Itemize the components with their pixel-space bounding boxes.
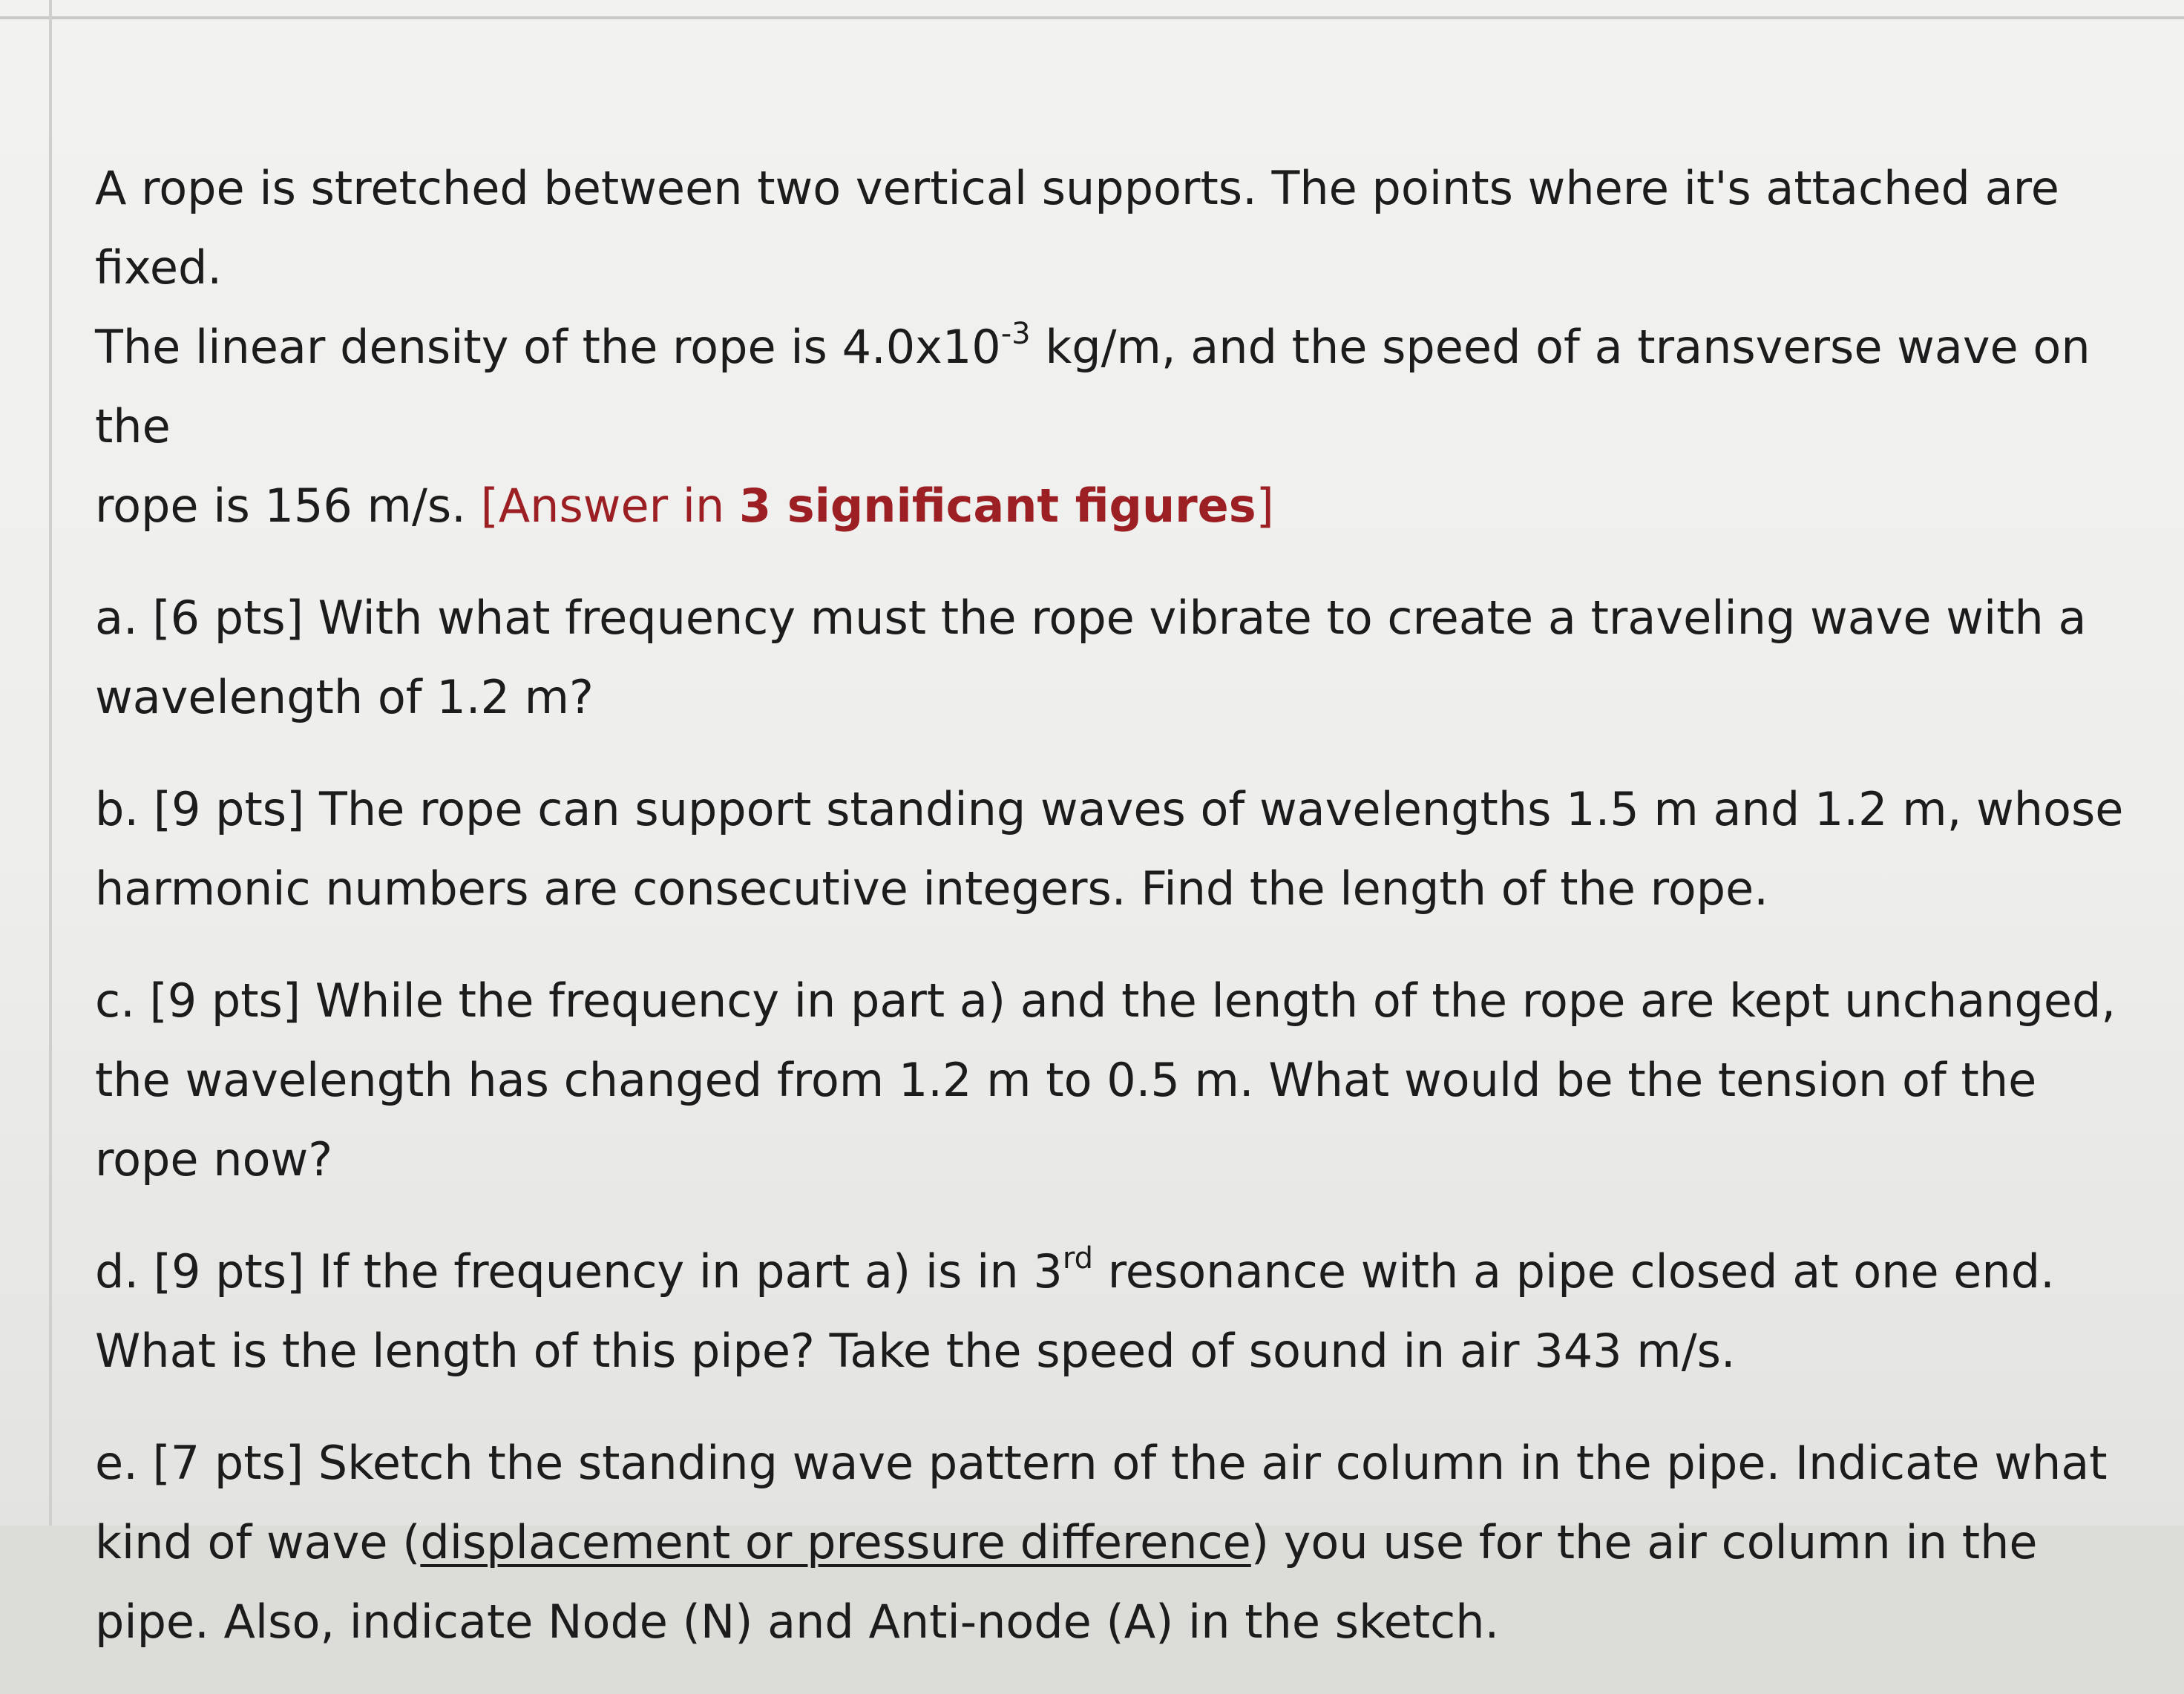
question-d [95,1232,2143,1391]
question-b: b. [9 pts] The rope can support standing waves of wavelengths 1.5 m and 1.2 m, whose harmonic numbers are consecutive integers. Find the length of the rope. [95,782,2124,916]
intro-line-2-start: The linear density of the rope is [95,320,842,374]
intro-line-1: A rope is stretched between two vertical supports. The points where it's attached are fixed. [95,161,2059,295]
question-d-superscript: rd [1062,1241,1093,1276]
question-e-underlined: displacement or pressure difference [420,1515,1251,1569]
answer-instruction [481,479,1274,533]
top-border-line [0,16,2184,19]
question-c: c. [9 pts] While the frequency in part a) and the length of the rope are kept unchanged, the wavelength has changed from 1.2 m to 0.5 m. What would be the tension of the rope now? [95,974,2116,1186]
answer-open: [Answer in [480,479,740,533]
question-e-start: e. [7 pts] Sketch the standing wave pattern of the air column in the pipe. Indicate what kind of wave ( [95,1436,2108,1569]
intro-line-3: rope is 156 m/s. [95,479,481,533]
question-e-end: ) you use for the air column in the pipe. Also, indicate Node (N) and Anti-node (A) in the sketch. [95,1515,2038,1649]
question-e [95,1423,2143,1661]
intro-line-2-end: kg/m, and the speed of a transverse wave on the [95,320,2090,453]
density-base: 4.0x10 [842,320,1001,374]
answer-sig-figs: 3 significant figures [739,479,1256,533]
question-content [95,148,2143,1694]
left-border-line [49,0,52,1526]
question-d-start: d. [9 pts] If the frequency in part a) is in 3 [95,1244,1063,1299]
density-exponent: -3 [1000,317,1031,351]
answer-close: ] [1256,479,1274,533]
intro-paragraph [95,148,2143,545]
question-a: a. [6 pts] With what frequency must the rope vibrate to create a traveling wave with a wavelength of 1.2 m? [95,591,2087,724]
question-d-end: resonance with a pipe closed at one end. What is the length of this pipe? Take the speed of sound in air 343 m/s. [95,1244,2055,1378]
